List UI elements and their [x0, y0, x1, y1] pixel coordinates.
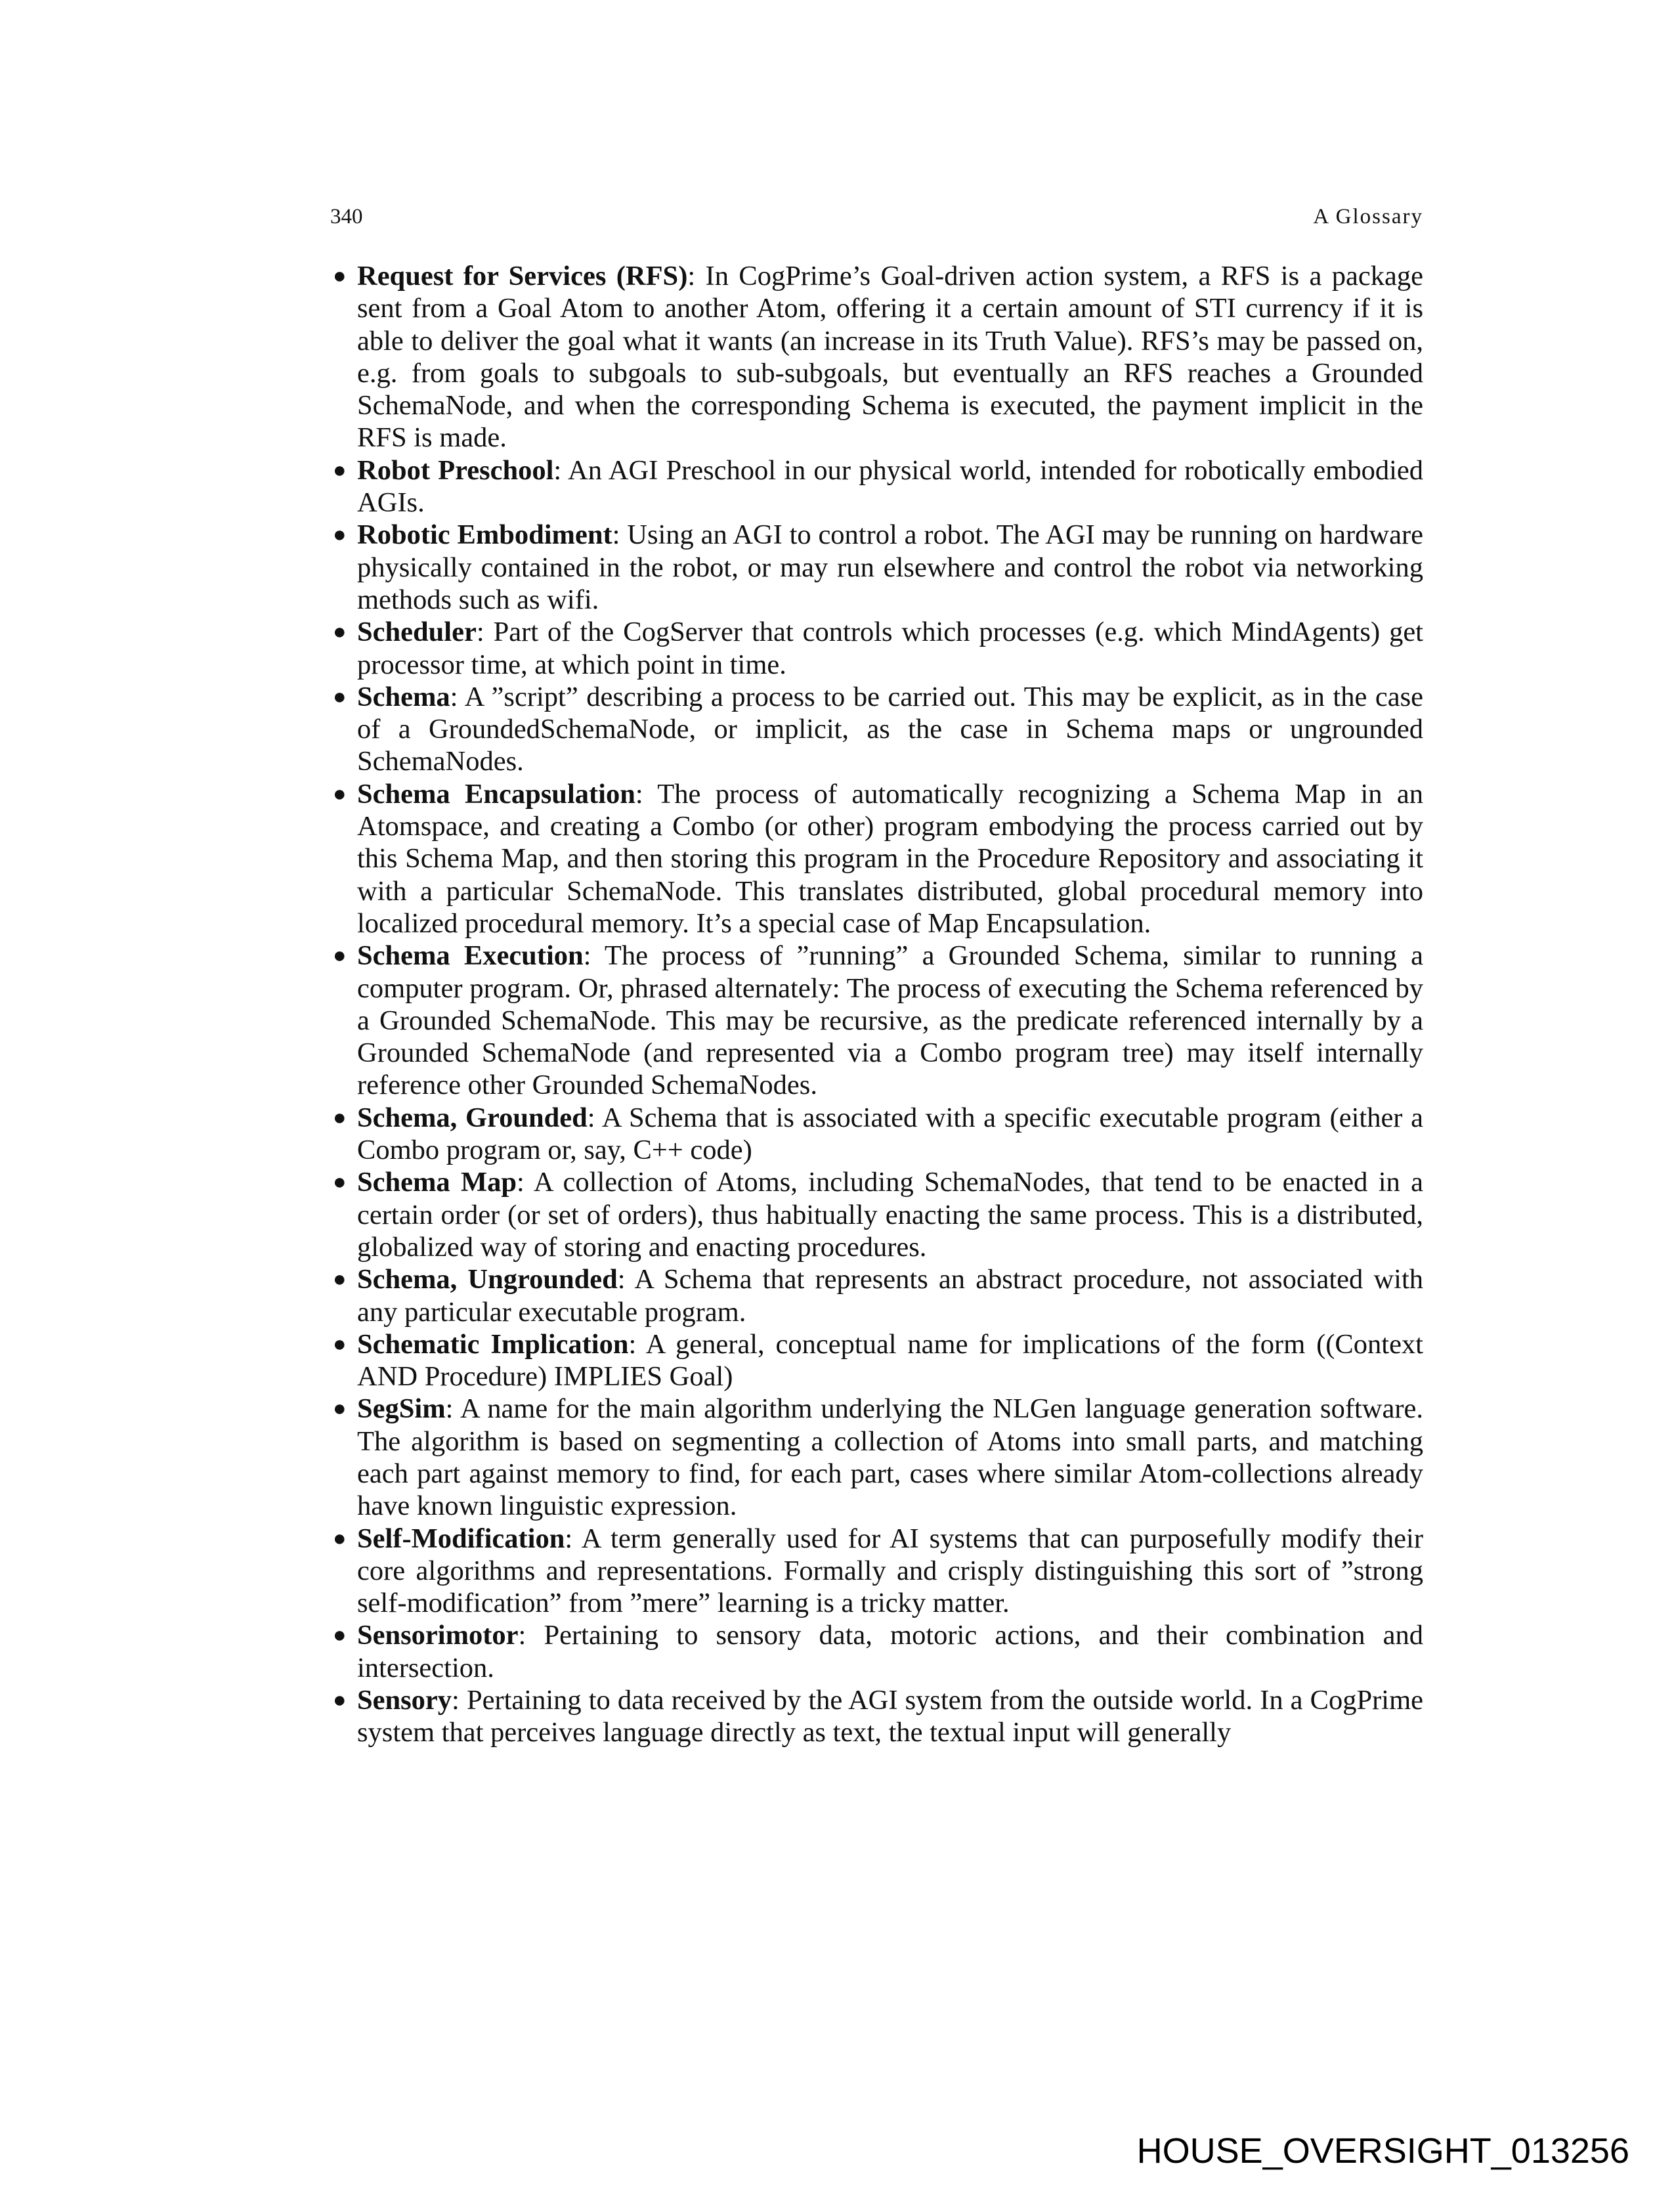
page-number: 340 [330, 205, 363, 228]
glossary-entry [330, 519, 1423, 616]
glossary-term: Scheduler [357, 617, 477, 648]
glossary-definition: : The process of automatically recognizing a Schema Map in an Atomspace, and creating a Combo (or other) program embodying the process carried out by this Schema Map, and then storing this program in the Procedure Repository and associating it with a particular SchemaNode. This translates distributed, global procedural memory into localized procedural memory. It’s a special case of Map Encapsulation. [357, 778, 1424, 939]
glossary-definition: : Using an AGI to control a robot. The AGI may be running on hardware physically contained in the robot, or may run elsewhere and control the robot via networking methods such as wifi. [357, 519, 1424, 615]
glossary-term: Robot Preschool [357, 454, 554, 486]
glossary-entry [330, 681, 1423, 778]
bullet-icon: ● [333, 1332, 347, 1356]
glossary-entry [330, 1263, 1423, 1328]
glossary-definition: : A ”script” describing a process to be carried out. This may be explicit, as in the case of a GroundedSchemaNode, or implicit, as the case in Schema maps or ungrounded SchemaNodes. [357, 681, 1423, 777]
glossary-term: Request for Services (RFS) [357, 261, 688, 292]
glossary-term: Schema [357, 681, 450, 712]
glossary-term: Schema Execution [357, 940, 584, 972]
glossary-entry [330, 616, 1423, 681]
glossary-entry [330, 454, 1423, 519]
glossary-term: Schema, Grounded [357, 1102, 588, 1133]
glossary-definition: : A term generally used for AI systems that can purposefully modify their core algorithms and representations. Formally and crisply distinguishing this sort of ”strong self-modification” from ”mere” learning is a tricky matter. [357, 1523, 1423, 1619]
glossary-definition: : A Schema that is associated with a specific executable program (either a Combo program or, say, C++ code) [357, 1102, 1424, 1166]
glossary-definition: : A general, conceptual name for implications of the form ((Context AND Procedure) IMPLIES Goal) [357, 1328, 1423, 1393]
glossary-entry [330, 778, 1423, 940]
bullet-icon: ● [333, 1526, 347, 1551]
glossary-entry [330, 1684, 1423, 1749]
glossary-definition: : In CogPrime’s Goal-driven action system, a RFS is a package sent from a Goal Atom to another Atom, offering it a certain amount of STI currency if it is able to deliver the goal what it wants (an increase in its Truth Value). RFS’s may be passed on, e.g. from goals to subgoals to sub-subgoals, but eventually an RFS reaches a Grounded SchemaNode, and when the corresponding Schema is executed, the payment implicit in the RFS is made. [357, 261, 1423, 454]
glossary-definition: : Pertaining to sensory data, motoric actions, and their combination and intersection. [357, 1620, 1423, 1683]
glossary-term: Sensory [357, 1685, 452, 1716]
bullet-icon: ● [333, 684, 347, 709]
glossary-entry [330, 1393, 1423, 1522]
glossary-definition: : The process of ”running” a Grounded Schema, similar to running a computer program. Or, phrased alternately: The process of executing the Schema referenced by a Grounded SchemaNode. This may be recursive, as the predicate referenced internally by a Grounded SchemaNode (and represented via a Combo program tree) may itself internally reference other Grounded SchemaNodes. [357, 940, 1423, 1101]
bullet-icon: ● [333, 1170, 347, 1195]
bullet-icon: ● [333, 1105, 347, 1130]
glossary-term: Self-Modification [357, 1523, 565, 1554]
bullet-icon: ● [333, 1267, 347, 1292]
glossary-term: Schema Map [357, 1167, 517, 1198]
glossary-term: Schema Encapsulation [357, 778, 635, 810]
glossary-entry [330, 1166, 1423, 1263]
glossary-entry [330, 1328, 1423, 1393]
glossary-term: Schematic Implication [357, 1328, 629, 1360]
glossary-term: Schema, Ungrounded [357, 1264, 618, 1295]
glossary-list [330, 260, 1423, 1749]
glossary-definition: : An AGI Preschool in our physical world, intended for robotically embodied AGIs. [357, 454, 1424, 519]
bullet-icon: ● [333, 458, 347, 483]
glossary-definition: : Part of the CogServer that controls which processes (e.g. which MindAgents) get processor time, at which point in time. [357, 617, 1423, 680]
bullet-icon: ● [333, 1397, 347, 1421]
glossary-entry [330, 1619, 1423, 1684]
bullet-icon: ● [333, 620, 347, 645]
glossary-term: Sensorimotor [357, 1620, 519, 1651]
glossary-term: Robotic Embodiment [357, 519, 612, 551]
glossary-definition: : A collection of Atoms, including SchemaNodes, that tend to be enacted in a certain order (or set of orders), thus habitually enacting the same process. This is a distributed, globalized way of storing and enacting procedures. [357, 1167, 1424, 1263]
bullet-icon: ● [333, 264, 347, 288]
bullet-icon: ● [333, 1623, 347, 1648]
running-section-title: A Glossary [1313, 205, 1423, 228]
glossary-definition: : Pertaining to data received by the AGI system from the outside world. In a CogPrime system that perceives language directly as text, the textual input will generally [357, 1685, 1423, 1748]
glossary-definition: : A Schema that represents an abstract procedure, not associated with any particular executable program. [357, 1264, 1423, 1328]
glossary-entry [330, 1523, 1423, 1620]
bullet-icon: ● [333, 943, 347, 968]
page-header [330, 205, 1423, 229]
bates-number: HOUSE_OVERSIGHT_013256 [1136, 2131, 1629, 2171]
bullet-icon: ● [333, 523, 347, 548]
glossary-entry [330, 940, 1423, 1101]
bullet-icon: ● [333, 781, 347, 806]
glossary-entry [330, 1102, 1423, 1167]
glossary-entry [330, 260, 1423, 454]
glossary-term: SegSim [357, 1393, 446, 1425]
glossary-definition: : A name for the main algorithm underlying the NLGen language generation software. The algorithm is based on segmenting a collection of Atoms into small parts, and matching each part against memory to find, for each part, cases where similar Atom-collections already have known linguistic expression. [357, 1393, 1423, 1522]
bullet-icon: ● [333, 1688, 347, 1713]
